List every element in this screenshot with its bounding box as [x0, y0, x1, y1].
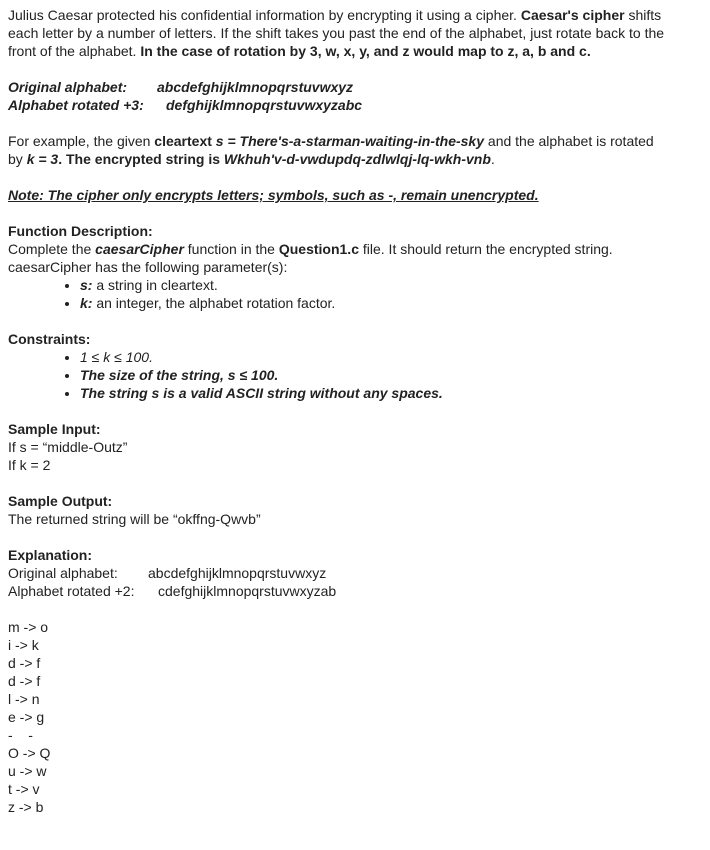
- rotated-alphabet-value: defghijklmnopqrstuvwxyzabc: [166, 97, 363, 113]
- original-alphabet-row: [8, 78, 668, 96]
- param-desc: a string in cleartext.: [92, 277, 218, 293]
- rotated-alphabet-label: Alphabet rotated +3:: [8, 97, 144, 113]
- mapping-item: O -> Q: [8, 745, 51, 761]
- function-description: [8, 222, 668, 312]
- problem-document: [8, 6, 668, 816]
- example-k-value: k = 3: [26, 151, 59, 167]
- fd-text-a: Complete the: [8, 241, 96, 257]
- original-alphabet-label: Original alphabet:: [8, 79, 128, 95]
- mapping-item: - -: [8, 727, 33, 743]
- sample-output: [8, 492, 668, 528]
- explanation-original-label: Original alphabet:: [8, 565, 118, 581]
- mapping-item: m -> o: [8, 619, 49, 635]
- mapping-item: u -> w: [8, 763, 47, 779]
- sample-input-heading: Sample Input:: [8, 421, 101, 437]
- intro-paragraph: [8, 6, 668, 60]
- param-item: [80, 276, 668, 294]
- intro-rotation-rule: In the case of rotation by 3, w, x, y, and z would map to z, a, b and c.: [140, 43, 591, 59]
- example-text: For example, the given: [8, 133, 155, 149]
- mapping-item: d -> f: [8, 655, 41, 671]
- explanation-rotated-label: Alphabet rotated +2:: [8, 583, 135, 599]
- function-description-line2: caesarCipher has the following parameter(s):: [8, 259, 288, 275]
- alphabet-example: [8, 78, 668, 114]
- fd-text-c: function in the: [183, 241, 279, 257]
- explanation-original-row: [8, 564, 668, 582]
- explanation-rotated-row: [8, 582, 668, 600]
- constraints-heading: Constraints:: [8, 331, 91, 347]
- mapping-item: d -> f: [8, 673, 41, 689]
- mapping-item: e -> g: [8, 709, 45, 725]
- constraint-item: • 1 ≤ k ≤ 100.: [80, 348, 668, 366]
- constraint-item: • The string s is a valid ASCII string without any spaces.: [80, 384, 668, 402]
- intro-text-cont: shifts each letter by a number of letters. If the shift takes you past the end of the alphabet, just rotate back to the front of the alphabet.: [8, 7, 665, 59]
- example-encrypted-value: Wkhuh'v-d-vwdupdq-zdlwlqj-lq-wkh-vnb: [223, 151, 491, 167]
- example-period: .: [490, 151, 495, 167]
- param-desc: an integer, the alphabet rotation factor.: [92, 295, 336, 311]
- param-item: [80, 294, 668, 312]
- original-alphabet-value: abcdefghijklmnopqrstuvwxyz: [157, 79, 354, 95]
- parameter-list: [8, 276, 668, 312]
- sample-input-line: If s = “middle-Outz”: [8, 439, 128, 455]
- sample-input-line: If k = 2: [8, 457, 51, 473]
- rotated-alphabet-row: [8, 96, 668, 114]
- explanation: [8, 546, 668, 816]
- explanation-original-value: abcdefghijklmnopqrstuvwxyz: [148, 565, 327, 581]
- explanation-heading: Explanation:: [8, 547, 93, 563]
- constraint-item: • The size of the string, s ≤ 100.: [80, 366, 668, 384]
- example-text-cont: and the alphabet is rotated by: [8, 133, 654, 167]
- example-paragraph: [8, 132, 668, 168]
- fd-text-e: file. It should return the encrypted string.: [358, 241, 613, 257]
- mapping-item: t -> v: [8, 781, 40, 797]
- fd-function-name: caesarCipher: [95, 241, 184, 257]
- sample-input: [8, 420, 668, 474]
- mapping-list: [8, 618, 668, 816]
- intro-text: Julius Caesar protected his confidential information by encrypting it using a cipher.: [8, 7, 521, 23]
- function-description-line1: [8, 240, 668, 258]
- intro-caesar-cipher: Caesar's cipher: [520, 7, 625, 23]
- example-cleartext-word: cleartext: [154, 133, 212, 149]
- note-text: Note: The cipher only encrypts letters; symbols, such as -, remain unencrypted.: [8, 187, 539, 203]
- constraints: [8, 330, 668, 402]
- sample-output-heading: Sample Output:: [8, 493, 113, 509]
- explanation-rotated-value: cdefghijklmnopqrstuvwxyzab: [158, 583, 337, 599]
- example-encrypted-label: . The encrypted string is: [58, 151, 224, 167]
- param-name: k:: [80, 295, 93, 311]
- param-name: s:: [80, 277, 93, 293]
- sample-output-line: The returned string will be “okffng-Qwvb”: [8, 511, 261, 527]
- mapping-item: l -> n: [8, 691, 40, 707]
- mapping-item: i -> k: [8, 637, 39, 653]
- constraints-list: [8, 348, 668, 402]
- fd-file-name: Question1.c: [278, 241, 359, 257]
- function-description-heading: Function Description:: [8, 223, 153, 239]
- mapping-item: z -> b: [8, 799, 44, 815]
- example-cleartext-value: s = There's-a-starman-waiting-in-the-sky: [211, 133, 485, 149]
